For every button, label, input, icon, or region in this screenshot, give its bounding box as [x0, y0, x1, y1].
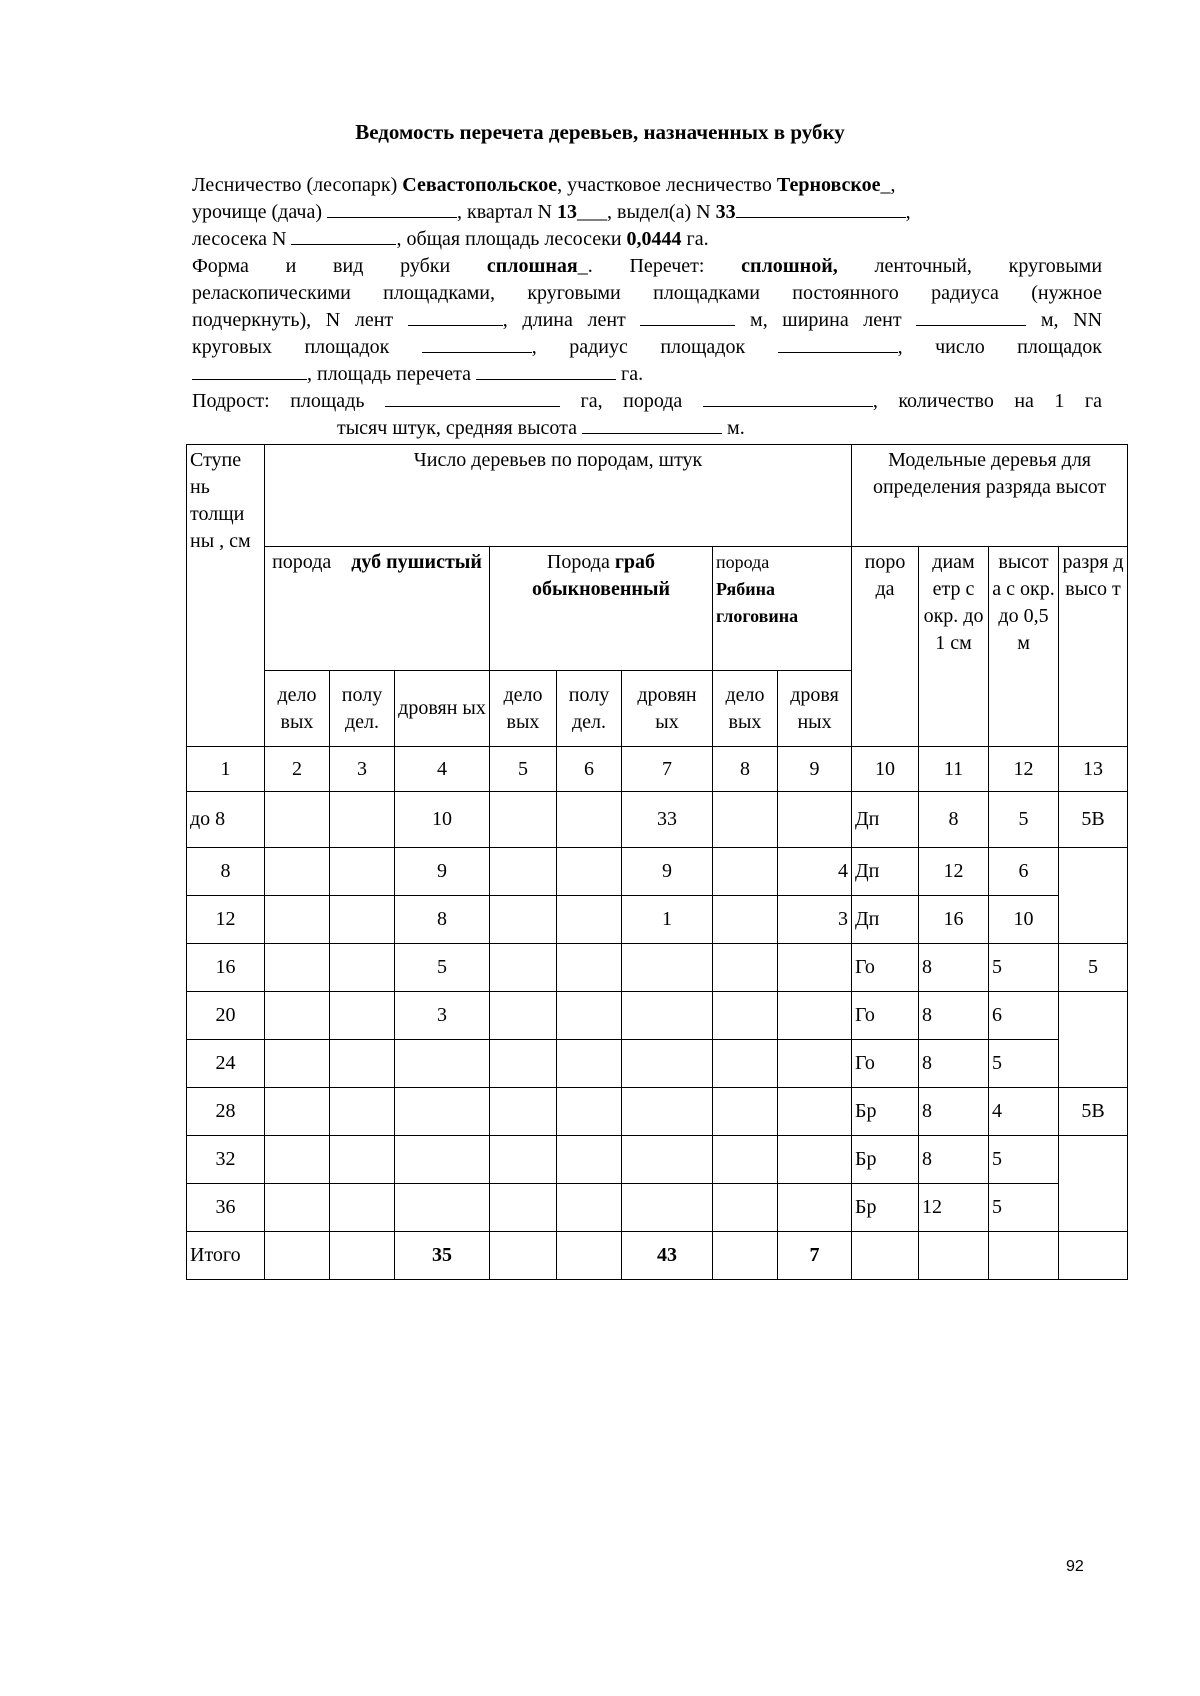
hornbeam-fuel-cell [622, 944, 713, 992]
hornbeam-fuel-cell: 33 [622, 792, 713, 848]
data-cell [490, 944, 557, 992]
data-cell [265, 792, 330, 848]
hornbeam-fuel-cell [622, 1184, 713, 1232]
forestry-label: Лесничество (лесопарк) [192, 174, 398, 196]
data-cell [265, 896, 330, 944]
data-cell [330, 992, 395, 1040]
step-cell: 8 [187, 848, 265, 896]
data-cell [713, 792, 778, 848]
model-height-cell: 5 [989, 1040, 1059, 1088]
area-value: 0,0444 [626, 228, 682, 250]
model-species-cell: Го [852, 944, 919, 992]
plot-label: лесосека N [192, 228, 287, 250]
subcol-header: дело вых [713, 671, 778, 747]
oak-fuel-cell [395, 1184, 490, 1232]
data-cell [713, 992, 778, 1040]
data-cell [330, 1088, 395, 1136]
radius-blank [778, 334, 898, 353]
height-class-cell: 5 [1059, 944, 1128, 992]
undergrowth-unit: га, порода [580, 390, 683, 412]
line-count-area [192, 361, 1102, 388]
data-cell [490, 1136, 557, 1184]
data-cell [330, 1232, 395, 1280]
data-cell [713, 1088, 778, 1136]
data-cell [557, 848, 622, 896]
data-cell [265, 944, 330, 992]
step-cell: 12 [187, 896, 265, 944]
subcol-header: дровян ых [622, 671, 713, 747]
hornbeam-fuel-cell [622, 1088, 713, 1136]
model-height-cell: 6 [989, 848, 1059, 896]
data-cell [265, 1136, 330, 1184]
col-number: 5 [490, 747, 557, 792]
data-cell [490, 792, 557, 848]
data-cell [713, 1136, 778, 1184]
model-species-cell: Го [852, 1040, 919, 1088]
table-row [187, 944, 1128, 992]
oak-fuel-cell: 8 [395, 896, 490, 944]
tract-blank [327, 199, 457, 218]
model-height-cell: 10 [989, 896, 1059, 944]
division-value: 33 [715, 201, 736, 223]
model-diameter-cell: 12 [919, 848, 989, 896]
model-diameter-cell: 8 [919, 1088, 989, 1136]
column-numbers-row [187, 747, 1128, 792]
data-cell [490, 1232, 557, 1280]
hornbeam-fuel-cell [622, 1136, 713, 1184]
data-cell [265, 1088, 330, 1136]
page-number: 92 [1066, 1558, 1084, 1575]
model-diameter-cell: 8 [919, 992, 989, 1040]
data-cell [490, 848, 557, 896]
thousand-label: тысяч штук, средняя высота [337, 417, 578, 439]
count-value: сплошной, [741, 255, 838, 277]
strip-unit: м, NN [1040, 309, 1103, 331]
oak-fuel-cell: 5 [395, 944, 490, 992]
hornbeam-fuel-cell [622, 992, 713, 1040]
data-cell [713, 848, 778, 896]
col-number: 1 [187, 747, 265, 792]
circle-label: круговых площадок [192, 336, 390, 358]
district-value: Терновское [776, 174, 881, 196]
table-row [187, 992, 1128, 1040]
table-row [187, 1088, 1128, 1136]
model-height-cell: 5 [989, 1136, 1059, 1184]
total-hornbeam-cell: 43 [622, 1232, 713, 1280]
form-value: сплошная [486, 255, 578, 277]
step-header: Ступе нь толщи ны , см [187, 445, 265, 747]
line-forestry [192, 172, 1102, 199]
table-row [187, 848, 1128, 896]
data-cell [265, 848, 330, 896]
data-cell [330, 1184, 395, 1232]
document-title: Ведомость перечета деревьев, назначенных в рубку [355, 120, 845, 144]
height-class-cell [1059, 848, 1128, 944]
col-number: 3 [330, 747, 395, 792]
hornbeam-fuel-cell: 9 [622, 848, 713, 896]
rowan-fuel-cell [778, 1040, 852, 1088]
quarter-label: , квартал N [457, 201, 553, 223]
circle-blank [422, 334, 532, 353]
data-cell [265, 1040, 330, 1088]
rowan-fuel-cell: 4 [778, 848, 852, 896]
header-fields [192, 172, 1102, 442]
rowan-fuel-cell [778, 1184, 852, 1232]
table-row [187, 896, 1128, 944]
model-species-cell: Дп [852, 896, 919, 944]
data-cell [557, 1184, 622, 1232]
data-cell [557, 1232, 622, 1280]
height-unit: м. [727, 417, 745, 439]
oak-fuel-cell [395, 1040, 490, 1088]
data-cell [490, 1088, 557, 1136]
data-cell [852, 1232, 919, 1280]
plot-blank [291, 226, 396, 245]
line-plot [192, 226, 1102, 253]
data-cell [557, 1040, 622, 1088]
col-number: 2 [265, 747, 330, 792]
subcol-header: дровя ных [778, 671, 852, 747]
step-cell: 28 [187, 1088, 265, 1136]
strip-label: подчеркнуть), N лент [192, 309, 394, 331]
col-number: 13 [1059, 747, 1128, 792]
oak-header: порода дуб пушистый [265, 547, 490, 671]
data-cell [989, 1232, 1059, 1280]
data-cell [490, 1040, 557, 1088]
model-species-cell: Бр [852, 1088, 919, 1136]
data-cell [330, 1040, 395, 1088]
model-height-cell: 4 [989, 1088, 1059, 1136]
undergrowth-qty-label: , количество на 1 га [872, 390, 1103, 412]
model-header: Модельные деревья для определения разряда высот [852, 445, 1128, 547]
model-diameter-cell: 8 [919, 792, 989, 848]
model-species-cell: Го [852, 992, 919, 1040]
form-label: Форма и вид рубки [192, 255, 451, 277]
subcol-header: полу дел. [557, 671, 622, 747]
subcol-header: дровян ых [395, 671, 490, 747]
header-row-2 [187, 547, 1128, 671]
undergrowth-area-blank [385, 388, 560, 407]
radius-label: , радиус площадок [531, 336, 746, 358]
oak-fuel-cell: 9 [395, 848, 490, 896]
model-species-cell: Бр [852, 1136, 919, 1184]
data-cell [330, 848, 395, 896]
undergrowth-label: Подрост: площадь [192, 390, 365, 412]
line-circles [192, 334, 1102, 361]
step-cell: до 8 [187, 792, 265, 848]
area-unit: га. [686, 228, 709, 250]
model-height-cell: 5 [989, 944, 1059, 992]
hornbeam-header: Порода граб обыкновенный [490, 547, 713, 671]
data-cell [557, 944, 622, 992]
forestry-value: Севастопольское [402, 174, 558, 196]
area-label: , общая площадь лесосеки [396, 228, 622, 250]
data-cell [490, 992, 557, 1040]
model-diameter-header: диам етр с окр. до 1 см [919, 547, 989, 747]
data-cell [330, 944, 395, 992]
rowan-header: порода Рябина глоговина [713, 547, 852, 671]
strip-length-label: , длина лент [502, 309, 626, 331]
total-label: Итого [187, 1232, 265, 1280]
data-cell [330, 896, 395, 944]
model-diameter-cell: 12 [919, 1184, 989, 1232]
data-cell [557, 1136, 622, 1184]
oak-fuel-cell [395, 1088, 490, 1136]
hornbeam-fuel-cell: 1 [622, 896, 713, 944]
rowan-fuel-cell [778, 1136, 852, 1184]
data-cell [265, 1232, 330, 1280]
col-number: 6 [557, 747, 622, 792]
line-strips [192, 307, 1102, 334]
data-cell [490, 896, 557, 944]
rowan-fuel-cell [778, 944, 852, 992]
subcol-header: полу дел. [330, 671, 395, 747]
step-cell: 24 [187, 1040, 265, 1088]
line-height [192, 415, 1102, 442]
rowan-fuel-cell [778, 992, 852, 1040]
data-cell [557, 992, 622, 1040]
count-area-label: , площадь перечета [307, 363, 472, 385]
count-table [186, 444, 1128, 1280]
line-methods: реласкопическими площадками, круговыми площадками постоянного радиуса (нужное [192, 282, 1102, 304]
data-cell [713, 896, 778, 944]
col-number: 12 [989, 747, 1059, 792]
model-species-header: поро да [852, 547, 919, 747]
oak-fuel-cell [395, 1136, 490, 1184]
strip-width-label: м, ширина лент [750, 309, 902, 331]
undergrowth-species-blank [703, 388, 873, 407]
data-cell [713, 1232, 778, 1280]
model-diameter-cell: 8 [919, 944, 989, 992]
model-class-header: разря д высо т [1059, 547, 1128, 747]
district-suffix: _, [880, 174, 896, 196]
model-species-cell: Дп [852, 848, 919, 896]
header-row-1 [187, 445, 1128, 547]
line-form [192, 253, 1102, 280]
oak-fuel-cell: 10 [395, 792, 490, 848]
division-blank [736, 199, 906, 218]
model-diameter-cell: 8 [919, 1040, 989, 1088]
species-header: Число деревьев по породам, штук [265, 445, 852, 547]
data-cell [265, 1184, 330, 1232]
totals-row [187, 1232, 1128, 1280]
rowan-fuel-cell [778, 792, 852, 848]
col-number: 10 [852, 747, 919, 792]
model-height-cell: 5 [989, 792, 1059, 848]
subcol-header: дело вых [265, 671, 330, 747]
strip-count-blank [408, 307, 503, 326]
model-height-cell: 6 [989, 992, 1059, 1040]
model-species-cell: Бр [852, 1184, 919, 1232]
data-cell [713, 944, 778, 992]
col-number: 4 [395, 747, 490, 792]
data-cell [919, 1232, 989, 1280]
form-suffix: _. Перечет: [577, 255, 705, 277]
circle-count-label: , число площадок [897, 336, 1102, 358]
step-cell: 36 [187, 1184, 265, 1232]
data-cell [265, 992, 330, 1040]
division-suffix: , [905, 201, 911, 223]
total-oak-cell: 35 [395, 1232, 490, 1280]
height-blank [582, 415, 722, 434]
data-cell [557, 896, 622, 944]
model-height-header: высот а с окр. до 0,5 м [989, 547, 1059, 747]
height-class-cell: 5В [1059, 1088, 1128, 1136]
rowan-fuel-cell [778, 1088, 852, 1136]
count-rest: ленточный, круговыми [874, 255, 1103, 277]
table-row [187, 792, 1128, 848]
data-cell [713, 1040, 778, 1088]
data-cell [490, 1184, 557, 1232]
col-number: 8 [713, 747, 778, 792]
data-cell [557, 1088, 622, 1136]
district-label: , участковое лесничество [557, 174, 772, 196]
step-cell: 20 [187, 992, 265, 1040]
col-number: 9 [778, 747, 852, 792]
step-cell: 32 [187, 1136, 265, 1184]
height-class-cell: 5В [1059, 792, 1128, 848]
tract-label: урочище (дача) [192, 201, 323, 223]
subcol-header: дело вых [490, 671, 557, 747]
total-rowan-cell: 7 [778, 1232, 852, 1280]
data-cell [713, 1184, 778, 1232]
col-number: 11 [919, 747, 989, 792]
line-undergrowth [192, 388, 1102, 415]
height-class-cell [1059, 1136, 1128, 1232]
model-diameter-cell: 16 [919, 896, 989, 944]
strip-width-blank [916, 307, 1026, 326]
table-row [187, 1184, 1128, 1232]
model-height-cell: 5 [989, 1184, 1059, 1232]
hornbeam-fuel-cell [622, 1040, 713, 1088]
strip-length-blank [640, 307, 735, 326]
data-cell [330, 1136, 395, 1184]
count-area-unit: га. [621, 363, 644, 385]
col-number: 7 [622, 747, 713, 792]
data-cell [557, 792, 622, 848]
table-row [187, 1040, 1128, 1088]
quarter-value: 13 [557, 201, 578, 223]
data-cell [330, 792, 395, 848]
model-species-cell: Дп [852, 792, 919, 848]
quarter-suffix: ___, выдел(а) N [577, 201, 711, 223]
line-tract [192, 199, 1102, 226]
count-area-blank [476, 361, 616, 380]
step-cell: 16 [187, 944, 265, 992]
table-row [187, 1136, 1128, 1184]
oak-fuel-cell: 3 [395, 992, 490, 1040]
circle-count-blank [192, 361, 307, 380]
data-cell [1059, 1232, 1128, 1280]
rowan-fuel-cell: 3 [778, 896, 852, 944]
model-diameter-cell: 8 [919, 1136, 989, 1184]
height-class-cell [1059, 992, 1128, 1088]
